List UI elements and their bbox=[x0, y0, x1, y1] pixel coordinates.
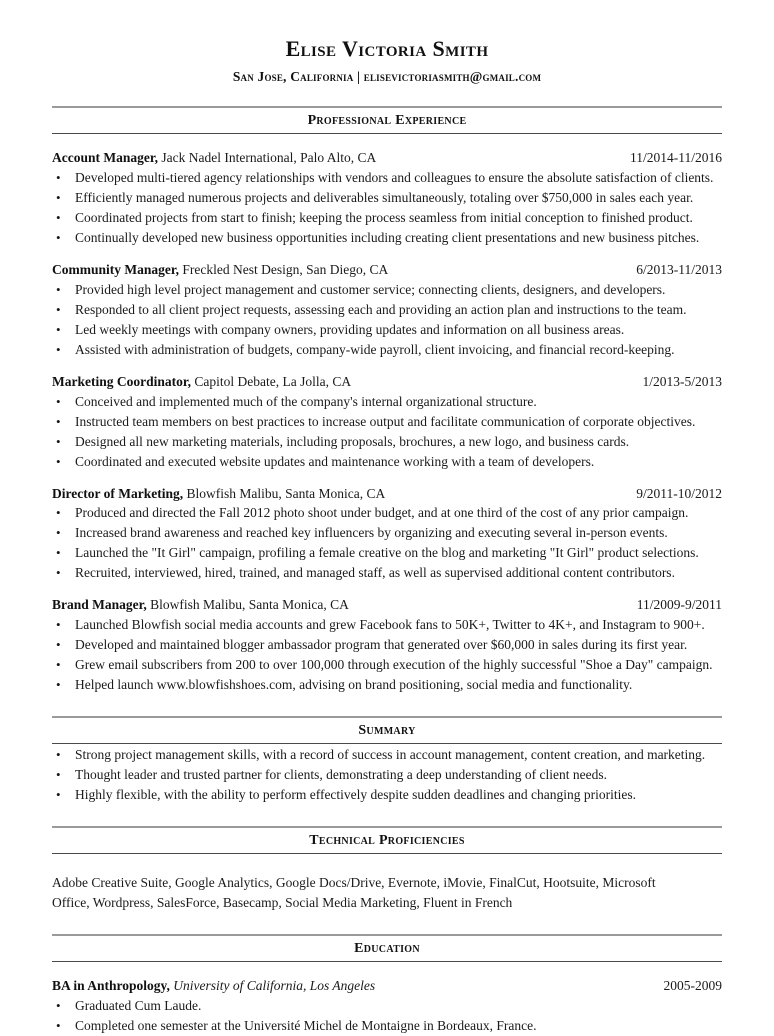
bullet-point-icon: • bbox=[56, 677, 61, 693]
entry-header bbox=[52, 486, 722, 503]
entry-job-title: Brand Manager, bbox=[52, 597, 147, 613]
bullet-point-icon: • bbox=[56, 505, 61, 521]
candidate-name: Elise Victoria Smith bbox=[285, 36, 489, 61]
bullet-text: Led weekly meetings with company owners, providing updates and information on all business areas. bbox=[75, 321, 625, 337]
bullet-point-icon: • bbox=[56, 525, 61, 541]
bullet-text: Designed all new marketing materials, including proposals, brochures, a new logo, and business cards. bbox=[75, 433, 630, 449]
bullet-list bbox=[52, 280, 722, 360]
entry-header bbox=[52, 150, 722, 167]
bullet-point-icon: • bbox=[56, 786, 61, 802]
technical-proficiencies-text: Adobe Creative Suite, Google Analytics, Google Docs/Drive, Evernote, iMovie, FinalCut, Hootsuite, Microsoft Office, Wordpress, SalesForce, Basecamp, Social Media Marketing, Fluent in French bbox=[52, 874, 656, 911]
bullet-point-icon: • bbox=[56, 210, 61, 226]
entry-title-org bbox=[52, 150, 630, 167]
bullet-text: Conceived and implemented much of the company's internal organizational structure. bbox=[75, 393, 537, 409]
bullet-item bbox=[52, 785, 722, 805]
bullet-text: Provided high level project management and customer service; connecting clients, designers, and developers. bbox=[75, 281, 666, 297]
resume-header bbox=[52, 0, 722, 85]
resume-entry bbox=[52, 486, 722, 584]
bullet-item bbox=[52, 392, 722, 412]
resume-entry bbox=[52, 262, 722, 360]
bullet-item bbox=[52, 635, 722, 655]
entry-title-org bbox=[52, 597, 637, 614]
entry-organization: Jack Nadel International, Palo Alto, CA bbox=[158, 150, 377, 166]
section-header-experience bbox=[52, 106, 722, 134]
bullet-item bbox=[52, 320, 722, 340]
bullet-item bbox=[52, 765, 722, 785]
experience-entries bbox=[52, 150, 722, 695]
entry-date-range: 2005-2009 bbox=[663, 978, 722, 994]
section-header-technical bbox=[52, 826, 722, 854]
entry-organization: Blowfish Malibu, Santa Monica, CA bbox=[183, 485, 386, 501]
bullet-item bbox=[52, 563, 722, 583]
bullet-text: Developed multi-tiered agency relationships with vendors and colleagues to ensure the absolute satisfaction of clients. bbox=[75, 170, 714, 186]
entry-title-org bbox=[52, 374, 643, 391]
bullet-point-icon: • bbox=[56, 321, 61, 337]
entry-header bbox=[52, 597, 722, 614]
bullet-text: Continually developed new business opportunities including creating client presentations and new business pitches. bbox=[75, 230, 700, 246]
bullet-item bbox=[52, 412, 722, 432]
section-title-technical: Technical Proficiencies bbox=[309, 832, 465, 848]
resume-entry bbox=[52, 150, 722, 248]
bullet-text: Highly flexible, with the ability to perform effectively despite sudden deadlines and changing priorities. bbox=[75, 786, 636, 802]
bullet-text: Helped launch www.blowfishshoes.com, advising on brand positioning, social media and functionality. bbox=[75, 677, 633, 693]
bullet-text: Responded to all client project requests, assessing each and providing an action plan and instructions to the team. bbox=[75, 301, 687, 317]
bullet-item bbox=[52, 996, 722, 1016]
bullet-list bbox=[52, 996, 722, 1036]
bullet-point-icon: • bbox=[56, 190, 61, 206]
bullet-text: Grew email subscribers from 200 to over 100,000 through execution of the highly successful "Shoe a Day" campaign. bbox=[75, 657, 713, 673]
bullet-text: Strong project management skills, with a record of success in account management, content creation, and marketing. bbox=[75, 747, 706, 763]
bullet-point-icon: • bbox=[56, 565, 61, 581]
bullet-point-icon: • bbox=[56, 301, 61, 317]
entry-date-range: 11/2014-11/2016 bbox=[630, 150, 722, 166]
bullet-text: Coordinated and executed website updates and maintenance working with a team of developers. bbox=[75, 453, 595, 469]
bullet-list bbox=[52, 392, 722, 472]
bullet-item bbox=[52, 228, 722, 248]
bullet-item bbox=[52, 615, 722, 635]
bullet-list bbox=[52, 615, 722, 695]
bullet-text: Increased brand awareness and reached key influencers by organizing and executing several in-person events. bbox=[75, 525, 668, 541]
entry-date-range: 1/2013-5/2013 bbox=[642, 373, 722, 389]
bullet-item bbox=[52, 340, 722, 360]
entry-job-title: Account Manager, bbox=[52, 150, 158, 166]
bullet-point-icon: • bbox=[56, 657, 61, 673]
bullet-item bbox=[52, 1016, 722, 1036]
bullet-text: Developed and maintained blogger ambassador program that generated over $60,000 in sales during its first year. bbox=[75, 637, 688, 653]
entry-organization: Capitol Debate, La Jolla, CA bbox=[191, 373, 352, 389]
entry-organization: Freckled Nest Design, San Diego, CA bbox=[179, 262, 389, 278]
bullet-item bbox=[52, 208, 722, 228]
bullet-item bbox=[52, 655, 722, 675]
bullet-point-icon: • bbox=[56, 433, 61, 449]
bullet-text: Assisted with administration of budgets, company-wide payroll, client invoicing, and financial record-keeping. bbox=[75, 341, 675, 357]
bullet-point-icon: • bbox=[56, 747, 61, 763]
section-title-experience: Professional Experience bbox=[307, 113, 467, 129]
bullet-point-icon: • bbox=[56, 393, 61, 409]
entry-header bbox=[52, 978, 722, 995]
bullet-point-icon: • bbox=[56, 230, 61, 246]
bullet-item bbox=[52, 523, 722, 543]
contact-line: San Jose, California | elisevictoriasmith@gmail.com bbox=[232, 69, 542, 85]
bullet-text: Launched Blowfish social media accounts and grew Facebook fans to 50K+, Twitter to 4K+, and Instagram to 900+. bbox=[75, 617, 705, 633]
bullet-text: Launched the "It Girl" campaign, profiling a female creative on the blog and marketing "It Girl" product selections. bbox=[75, 545, 699, 561]
section-header-education bbox=[52, 934, 722, 962]
summary-bullet-list bbox=[52, 745, 722, 805]
resume-entry bbox=[52, 597, 722, 695]
entry-job-title: Community Manager, bbox=[52, 262, 179, 278]
bullet-item bbox=[52, 543, 722, 563]
bullet-point-icon: • bbox=[56, 637, 61, 653]
entry-header bbox=[52, 262, 722, 279]
bullet-point-icon: • bbox=[56, 170, 61, 186]
entry-date-range: 11/2009-9/2011 bbox=[636, 597, 722, 613]
bullet-text: Completed one semester at the Université Michel de Montaigne in Bordeaux, France. bbox=[75, 1018, 537, 1034]
bullet-item bbox=[52, 745, 722, 765]
bullet-item bbox=[52, 280, 722, 300]
bullet-item bbox=[52, 432, 722, 452]
bullet-text: Recruited, interviewed, hired, trained, and managed staff, as well as supervised additional content contributors. bbox=[75, 565, 675, 581]
bullet-item bbox=[52, 503, 722, 523]
resume-entry bbox=[52, 978, 722, 1036]
entry-job-title: Marketing Coordinator, bbox=[52, 373, 191, 389]
bullet-item bbox=[52, 452, 722, 472]
bullet-point-icon: • bbox=[56, 998, 61, 1014]
entry-organization: Blowfish Malibu, Santa Monica, CA bbox=[146, 597, 349, 613]
entry-date-range: 6/2013-11/2013 bbox=[636, 262, 722, 278]
entry-job-title: BA in Anthropology, bbox=[52, 978, 170, 994]
bullet-text: Instructed team members on best practices to increase output and facilitate communication of corporate objectives. bbox=[75, 413, 696, 429]
bullet-point-icon: • bbox=[56, 281, 61, 297]
bullet-point-icon: • bbox=[56, 413, 61, 429]
bullet-point-icon: • bbox=[56, 767, 61, 783]
bullet-point-icon: • bbox=[56, 1018, 61, 1034]
bullet-text: Thought leader and trusted partner for clients, demonstrating a deep understanding of client needs. bbox=[75, 767, 607, 783]
bullet-text: Efficiently managed numerous projects and deliverables simultaneously, totaling over $750,000 in sales each year. bbox=[75, 190, 694, 206]
bullet-list bbox=[52, 168, 722, 248]
entry-header bbox=[52, 374, 722, 391]
entry-date-range: 9/2011-10/2012 bbox=[636, 485, 722, 501]
bullet-point-icon: • bbox=[56, 341, 61, 357]
bullet-item bbox=[52, 168, 722, 188]
resume-entry bbox=[52, 374, 722, 472]
bullet-point-icon: • bbox=[56, 453, 61, 469]
bullet-text: Produced and directed the Fall 2012 photo shoot under budget, and at one third of the cost of any prior campaign. bbox=[75, 505, 689, 521]
bullet-item bbox=[52, 300, 722, 320]
entry-title-org bbox=[52, 486, 636, 503]
section-title-summary: Summary bbox=[358, 723, 416, 739]
bullet-point-icon: • bbox=[56, 545, 61, 561]
education-entries bbox=[52, 978, 722, 1036]
section-title-education: Education bbox=[354, 941, 420, 957]
bullet-text: Coordinated projects from start to finish; keeping the process seamless from initial conception to finished product. bbox=[75, 210, 693, 226]
entry-title-org bbox=[52, 978, 664, 995]
bullet-item bbox=[52, 675, 722, 695]
entry-title-org bbox=[52, 262, 636, 279]
section-header-summary bbox=[52, 716, 722, 744]
bullet-text: Graduated Cum Laude. bbox=[75, 998, 202, 1014]
entry-job-title: Director of Marketing, bbox=[52, 485, 184, 501]
bullet-list bbox=[52, 503, 722, 583]
bullet-item bbox=[52, 188, 722, 208]
entry-organization: University of California, Los Angeles bbox=[169, 978, 376, 994]
bullet-point-icon: • bbox=[56, 617, 61, 633]
